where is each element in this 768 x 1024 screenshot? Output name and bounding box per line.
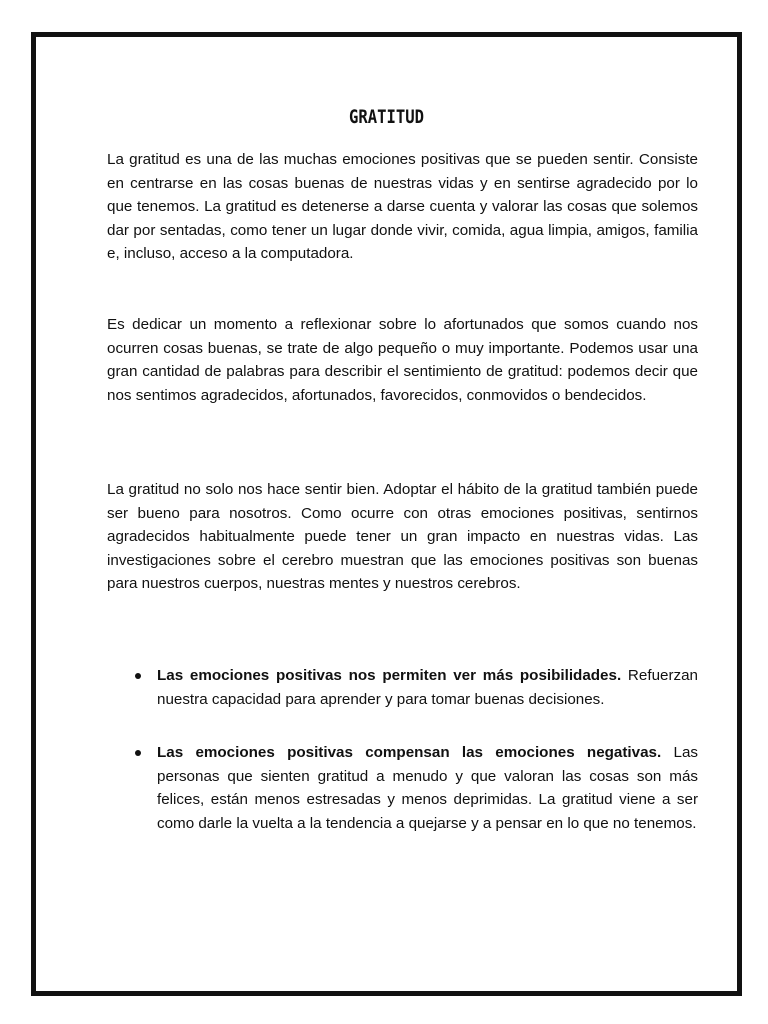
bullet-2-bold: Las emociones positivas compensan las emociones negativas. bbox=[157, 744, 662, 761]
bullet-1-bold: Las emociones positivas nos permiten ver más posibilidades. bbox=[157, 667, 622, 684]
bullet-1-text: Refuerzan nuestra capacidad para aprender y para tomar buenas decisiones. bbox=[157, 667, 699, 708]
bullet-item-1 bbox=[107, 664, 698, 711]
paragraph-2: Es dedicar un momento a reflexionar sobre lo afortunados que somos cuando nos ocurren cosas buenas, se trate de algo pequeño o muy importante. Podemos usar una gran cantidad de palabras para describir el sentimiento de gratitud: podemos decir que nos sentimos agradecidos, afortunados, favorecidos, conmovidos o bendecidos. bbox=[107, 316, 698, 404]
bullet-dot-icon bbox=[135, 673, 141, 679]
bullet-2-text: Las personas que sienten gratitud a menudo y que valoran las cosas son más felices, están menos estresadas y menos deprimidas. La gratitud viene a ser como darle la vuelta a la tendencia a quejarse y a pensar en lo que no tenemos. bbox=[157, 744, 698, 832]
document-title: GRATITUD bbox=[348, 106, 425, 128]
bullet-dot-icon bbox=[135, 750, 141, 756]
bullet-list bbox=[107, 37, 698, 991]
paragraph-3: La gratitud no solo nos hace sentir bien. Adoptar el hábito de la gratitud también puede ser bueno para nosotros. Como ocurre con otras emociones positivas, sentirnos agradecidos habitualmente puede tener un gran impacto en nuestras vidas. Las investigaciones sobre el cerebro muestran que las emociones positivas son buenas para nuestros cuerpos, nuestras mentes y nuestros cerebros. bbox=[107, 481, 698, 592]
bullet-item-2 bbox=[107, 741, 698, 835]
page-frame bbox=[31, 32, 742, 996]
paragraph-1: La gratitud es una de las muchas emociones positivas que se pueden sentir. Consiste en centrarse en las cosas buenas de nuestras vidas y en sentirse agradecido por lo que tenemos. La gratitud es detenerse a darse cuenta y valorar las cosas que solemos dar por sentadas, como tener un lugar donde vivir, comida, agua limpia, amigos, familia e, incluso, acceso a la computadora. bbox=[107, 151, 698, 262]
